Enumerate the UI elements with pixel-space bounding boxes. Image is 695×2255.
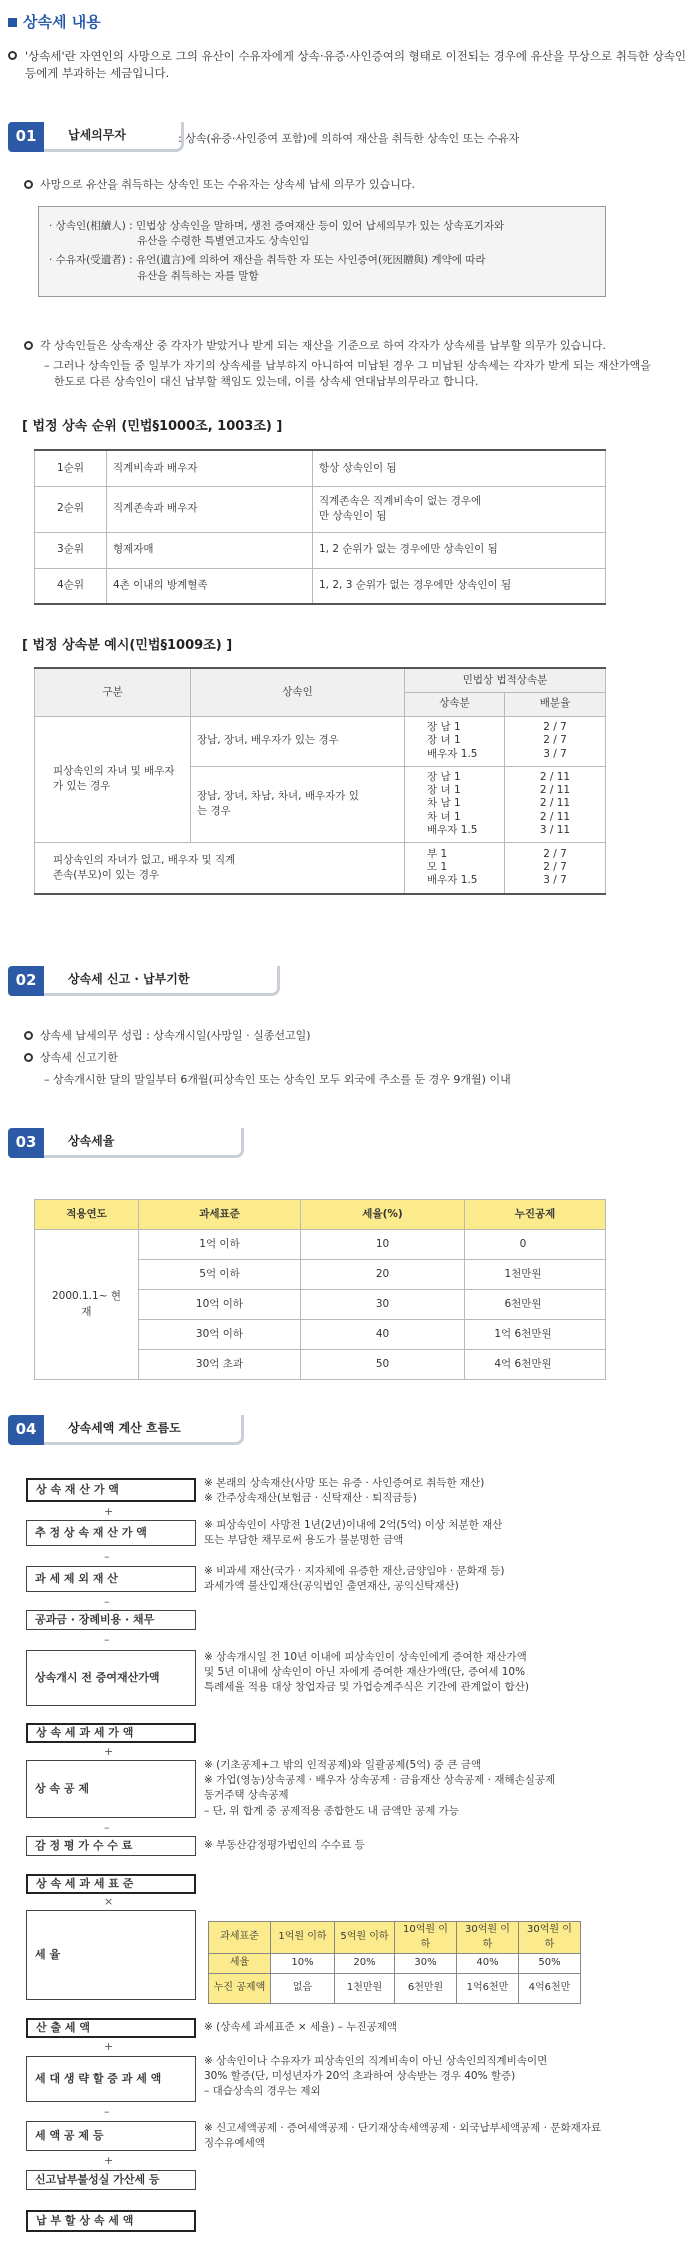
- flow-step: 세 액 공 제 등: [26, 2121, 196, 2151]
- flow-step: 납 부 할 상 속 세 액: [26, 2210, 196, 2232]
- flow-note: ※ 상속개시일 전 10년 이내에 피상속인이 상속인에게 증여한 재산가액 및 5년 이내에 상속인이 아닌 자에게 증여한 재산가액(단, 증여세 10% 특례세율 적용 대상 창업자금 및 가업승계주식은 기간에 관계없이 합산): [204, 1651, 529, 1694]
- flow-step: 상 속 재 산 가 액: [26, 1478, 196, 1502]
- table-row: 3순위 형제자매 1, 2 순위가 없는 경우에만 상속인이 됨: [35, 532, 606, 568]
- rate-summary-table: 과세표준 1억원 이하 5억원 이하 10억원 이하 30억원 이하 30억원 이하 세율 10% 20% 30% 40% 50% 누진 공제액 없음 1천만원 6천만원 1억6천만 4억6천만: [208, 1921, 581, 2004]
- section-number: 02: [8, 966, 44, 996]
- circle-bullet-icon: [8, 51, 17, 60]
- table-row: 피상속인의 자녀 및 배우자가 있는 경우 장남, 장녀, 배우자가 있는 경우 장 남 1 장 녀 1 배우자 1.5 2 / 7 2 / 7 3 / 7: [35, 716, 606, 766]
- table-row: 장남, 장녀, 차남, 차녀, 배우자가 있는 경우 장 남 1 장 녀 1 차 남 1 차 녀 1 배우자 1.5 2 / 11 2 / 11 2 / 11 2 / 11 3 / 11: [35, 766, 606, 842]
- flow-step: 추 정 상 속 재 산 가 액: [26, 1520, 196, 1546]
- section-number: 04: [8, 1415, 44, 1445]
- flow-step: 산 출 세 액: [26, 2018, 196, 2038]
- order-table: [34, 449, 606, 605]
- operator: –: [104, 1821, 110, 1834]
- share-heading: [ 법정 상속분 예시(민법§1009조) ]: [22, 638, 233, 653]
- section-04-header: [8, 1415, 244, 1449]
- flow-step: 세 대 생 략 할 증 과 세 액: [26, 2056, 196, 2102]
- table-row: 피상속인의 자녀가 없고, 배우자 및 직계존속(부모)이 있는 경우 부 1 모 1 배우자 1.5 2 / 7 2 / 7 3 / 7: [35, 842, 606, 894]
- tax-rate-table: 적용연도 과세표준 세율(%) 누진공제 2000.1.1~ 현재 1억 이하 10 0 5억 이하 20 1천만원 10억 이하 30 6천만원 30억 이하 40 1억 6천만원 30억 초과 50 4억 6천만원: [34, 1199, 606, 1380]
- flow-note: ※ 부동산감정평가법인의 수수료 등: [204, 1839, 365, 1851]
- flow-note: ※ 신고세액공제 · 증여세액공제 · 단기재상속세액공제 · 외국납부세액공제 · 문화재자료 징수유예세액: [204, 2122, 602, 2150]
- table-row: 4순위 4촌 이내의 방계혈족 1, 2, 3 순위가 없는 경우에만 상속인이 됨: [35, 568, 606, 604]
- flow-step: 상 속 세 과 세 가 액: [26, 1723, 196, 1743]
- table-row: 2순위 직계존속과 배우자 직계존속은 직계비속이 없는 경우에만 상속인이 됨: [35, 486, 606, 532]
- flow-step: 상 속 세 과 세 표 준: [26, 1874, 196, 1894]
- operator: –: [104, 2105, 110, 2118]
- order-heading: [ 법정 상속 순위 (민법§1000조, 1003조) ]: [22, 419, 283, 434]
- section-title: 상속세액 계산 흐름도: [44, 1415, 244, 1445]
- circle-bullet-icon: [24, 341, 33, 350]
- circle-bullet-icon: [24, 180, 33, 189]
- intro: '상속세'란 자연인의 사망으로 그의 유산이 수유자에게 상속·유증·사인증여의 형태로 이전되는 경우에 유산을 무상으로 취득한 상속인 등에게 부과하는 세금입니다.: [8, 48, 688, 81]
- table-row: 2000.1.1~ 현재 1억 이하 10 0: [35, 1230, 606, 1260]
- flow-step: 세 율: [26, 1910, 196, 2000]
- circle-bullet-icon: [24, 1031, 33, 1040]
- section-02-header: [8, 966, 280, 1000]
- operator: +: [104, 1745, 114, 1758]
- dash-note: – 상속개시한 달의 말일부터 6개월(피상속인 또는 상속인 모두 외국에 주소를 둔 경우 9개월) 이내: [44, 1073, 511, 1086]
- bullet: 상속세 신고기한: [24, 1050, 664, 1066]
- flow-note: ※ 비과세 재산(국가 · 지자체에 유증한 재산,금양임야 · 문화재 등) 과세가액 불산입재산(공익법인 출연재산, 공익신탁재산): [204, 1565, 505, 1593]
- flow-step: 상속개시 전 증여재산가액: [26, 1650, 196, 1706]
- flow-step: 감 정 평 가 수 수 료: [26, 1836, 196, 1856]
- page-title: 상속세 내용: [8, 12, 101, 34]
- section-title: 납세의무자: [44, 122, 184, 152]
- bullet: 각 상속인들은 상속재산 중 각자가 받았거나 받게 되는 재산을 기준으로 하여 각자가 상속세를 납부할 의무가 있습니다.: [24, 338, 684, 354]
- flow-step: 상 속 공 제: [26, 1760, 196, 1818]
- section-number: 01: [8, 122, 44, 152]
- flow-step: 공과금 · 장례비용 · 채무: [26, 1610, 196, 1630]
- section-03-header: [8, 1128, 244, 1162]
- section-number: 03: [8, 1128, 44, 1158]
- section-title: 상속세율: [44, 1128, 244, 1158]
- section-title: 상속세 신고 · 납부기한: [44, 966, 280, 996]
- flow-note: ※ 상속인이나 수유자가 피상속인의 직계비속이 아닌 상속인의직계비속이면 30% 할증(단, 미성년자가 20억 초과하여 상속받는 경우 40% 할증) – 대습상속의 경우는 제외: [204, 2055, 548, 2098]
- section-01-header: [8, 122, 184, 156]
- bullet: 상속세 납세의무 성립 : 상속개시일(사망일 · 실종선고일): [24, 1028, 664, 1044]
- table-row: 10억 이하 30 6천만원: [35, 1290, 606, 1320]
- flow-step: 과 세 제 외 재 산: [26, 1566, 196, 1592]
- section-01-desc: : 상속(유증·사인증여 포함)에 의하여 재산을 취득한 상속인 또는 수유자: [178, 132, 520, 145]
- share-table: 구분 상속인 민법상 법적상속분 상속분 배분율 피상속인의 자녀 및 배우자가 있는 경우 장남, 장녀, 배우자가 있는 경우 장 남 1 장 녀 1 배우자 1.5 2 / 7 2 / 7 3 / 7 장남, 장녀, 차남, 차녀, 배우자가 있는 경우 장 남 1 장 녀 1 차 남 1 차 녀 1 배우자 1.5 2 / 11 2 / 11 2 / 11 2 / 11 3 / 11 피상속인의 자녀가 없고, 배우자 및 직계존속(부모)이 있는 경우 부 1 모 1 배우자 1.5 2 / 7 2 / 7 3 / 7: [34, 667, 606, 895]
- dash-note: – 그러나 상속인들 중 일부가 자기의 상속세를 납부하지 아니하여 미납된 경우 그 미납된 상속세는 각자가 받게 되는 재산가액을 한도로 다른 상속인이 대신 납부할 책임도 있는데, 이를 상속세 연대납부의무라고 합니다.: [44, 359, 651, 388]
- flow-note: ※ 본래의 상속재산(사망 또는 유증 · 사인증여로 취득한 재산) ※ 간주상속재산(보험금 · 신탁재산 · 퇴직금등): [204, 1477, 485, 1505]
- table-row: 30억 이하 40 1억 6천만원: [35, 1320, 606, 1350]
- operator: –: [104, 1550, 110, 1563]
- operator: +: [104, 2154, 114, 2167]
- operator: +: [104, 2040, 114, 2053]
- operator: +: [104, 1505, 114, 1518]
- table-row: 5억 이하 20 1천만원: [35, 1260, 606, 1290]
- bullet: 사망으로 유산을 취득하는 상속인 또는 수유자는 상속세 납세 의무가 있습니다.: [24, 177, 664, 193]
- flow-note: ※ (상속세 과세표준 × 세율) – 누진공제액: [204, 2021, 398, 2033]
- operator: –: [104, 1595, 110, 1608]
- operator: ×: [104, 1895, 114, 1908]
- definition-box: · 상속인(相續人) : 민법상 상속인을 말하며, 생전 증여재산 등이 있어 납세의무가 있는 상속포기자와 유산을 수령한 특별연고자도 상속인임 · 수유자(受遺者) : 유언(遺言)에 의하여 재산을 취득한 자 또는 사인증여(死因贈與) 계약에 따라 유산을 취득하는 자를 말함: [38, 206, 606, 297]
- flow-note: ※ 피상속인이 사망전 1년(2년)이내에 2억(5억) 이상 처분한 재산 또는 부담한 채무로써 용도가 불분명한 금액: [204, 1519, 503, 1547]
- flow-step: 신고납부불성실 가산세 등: [26, 2170, 196, 2190]
- flow-note: ※ (기초공제+그 밖의 인적공제)와 일괄공제(5억) 중 큰 금액 ※ 가업(영농)상속공제 · 배우자 상속공제 · 금융재산 상속공제 · 재해손실공제 동거주택 상속공제 – 단, 위 합계 중 공제적용 종합한도 내 금액만 공제 가능: [204, 1759, 556, 1817]
- square-icon: [8, 18, 17, 27]
- table-row: 30억 초과 50 4억 6천만원: [35, 1350, 606, 1380]
- operator: –: [104, 1633, 110, 1646]
- circle-bullet-icon: [24, 1053, 33, 1062]
- table-row: 1순위 직계비속과 배우자 항상 상속인이 됨: [35, 450, 606, 486]
